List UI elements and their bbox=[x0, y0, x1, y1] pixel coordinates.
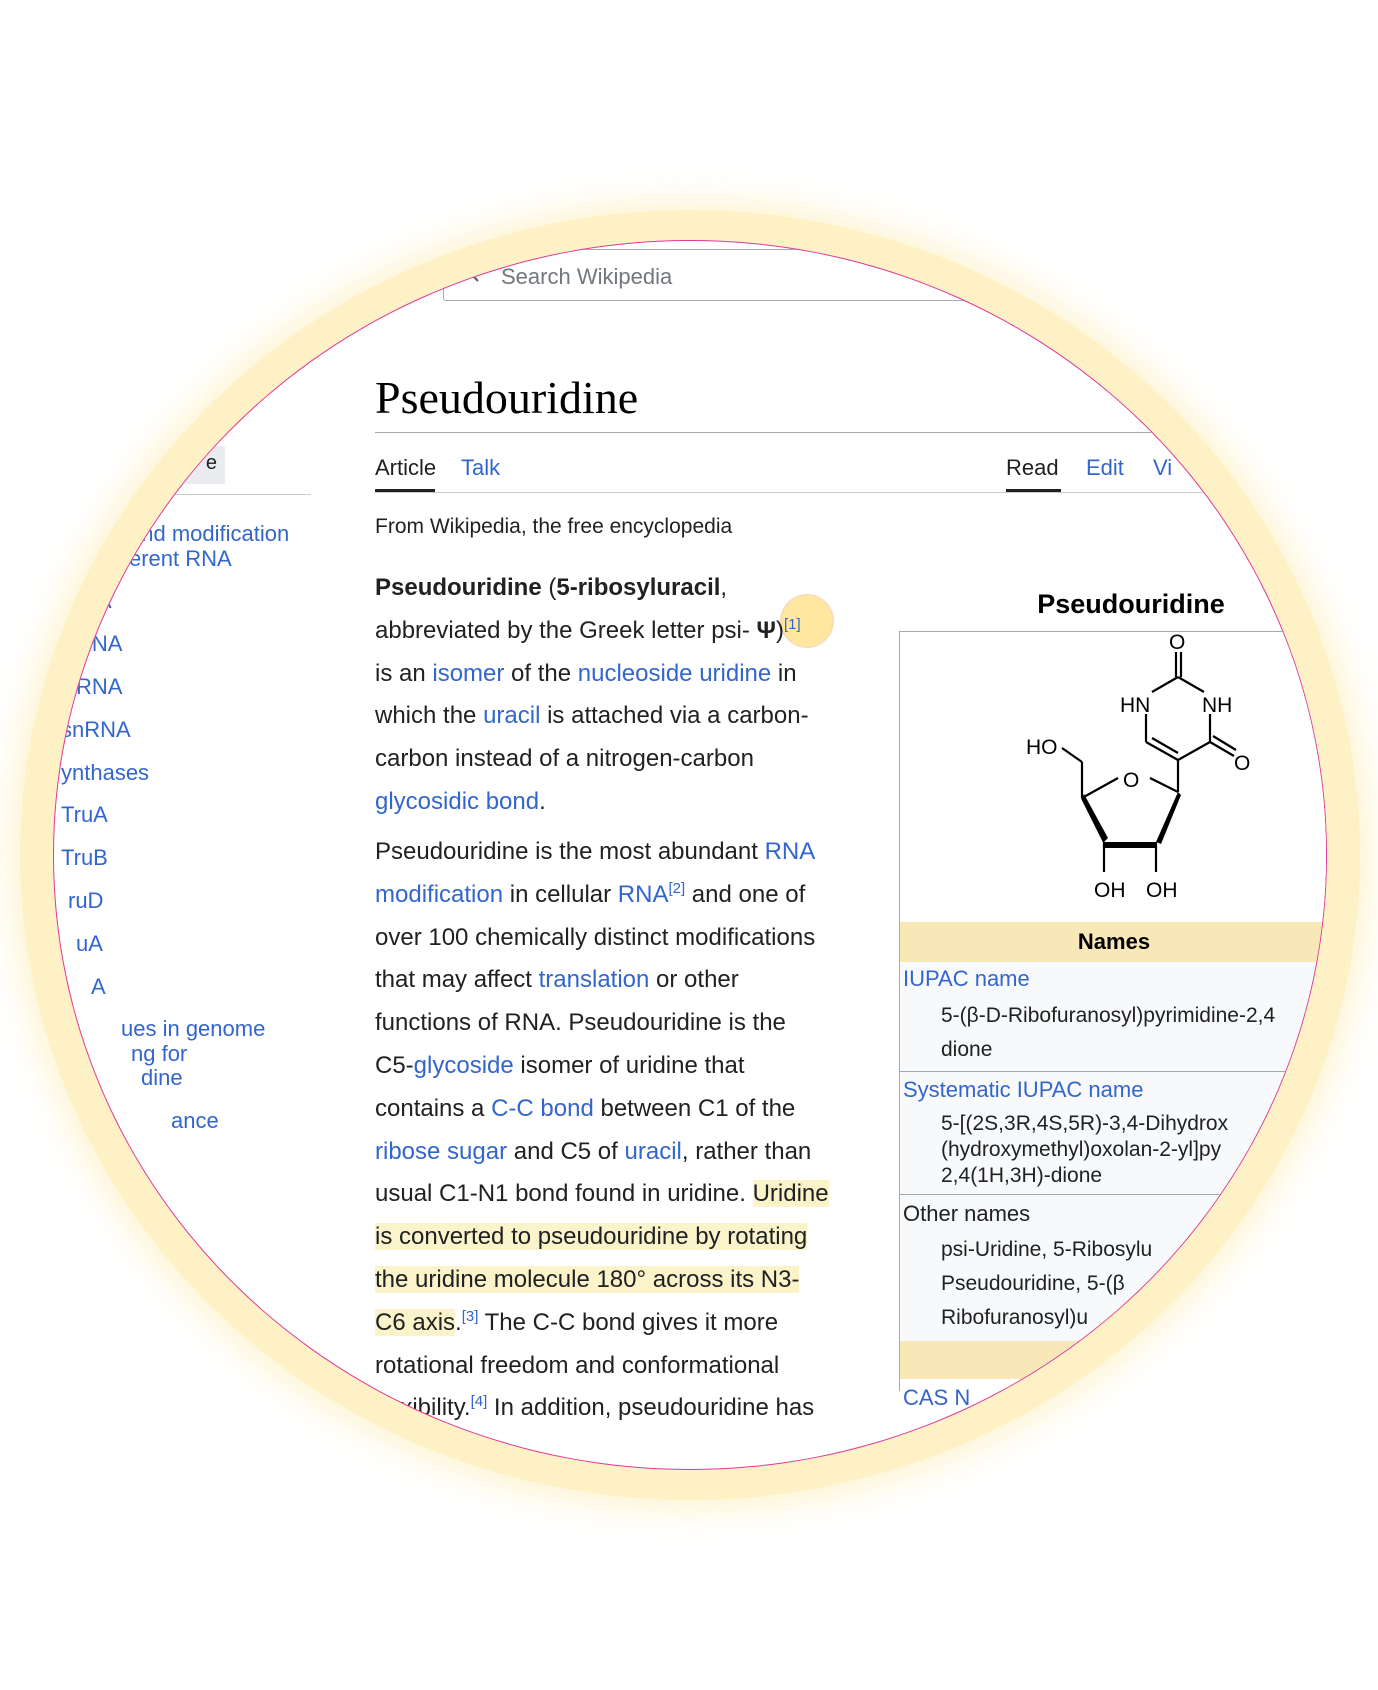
tab-talk[interactable]: Talk bbox=[461, 455, 501, 480]
toc-item[interactable]: ruD bbox=[68, 888, 104, 913]
highlighted-text: the uridine molecule 180° across its N3- bbox=[375, 1265, 800, 1293]
text-run: The C-C bond gives it more bbox=[478, 1308, 779, 1336]
text-run: in cellular bbox=[503, 880, 618, 908]
citation bbox=[668, 880, 685, 897]
inline-link[interactable]: ribose sugar bbox=[375, 1137, 508, 1165]
inline-link[interactable]: uracil bbox=[624, 1137, 682, 1165]
svg-text:HN: HN bbox=[1120, 694, 1151, 717]
search-placeholder: Search Wikipedia bbox=[501, 264, 673, 289]
paragraph-line bbox=[375, 1088, 875, 1131]
toc-item[interactable]: NA bbox=[81, 588, 112, 613]
text-run: isomer of uridine that bbox=[513, 1051, 745, 1079]
paragraph-line bbox=[375, 1002, 875, 1045]
text-run: flexibility. bbox=[375, 1394, 471, 1422]
citation-link[interactable]: [1] bbox=[783, 615, 801, 633]
search-icon bbox=[460, 263, 480, 283]
toc-hide-button[interactable]: e bbox=[129, 446, 225, 484]
systematic-iupac-name-link[interactable]: Systematic IUPAC name bbox=[903, 1077, 1144, 1102]
systematic-iupac-name-value: 5-[(2S,3R,4S,5R)-3,4-Dihydrox (hydroxymethyl)oxolan-2-yl]py 2,4(1H,3H)-dione bbox=[941, 1112, 1229, 1187]
paragraph-line bbox=[375, 1216, 875, 1259]
inline-link[interactable]: translation bbox=[538, 966, 650, 994]
tab-read[interactable]: Read bbox=[1006, 455, 1059, 480]
text-run: contains a bbox=[375, 1094, 492, 1122]
search-input[interactable] bbox=[443, 249, 1203, 301]
text-run: , rather than bbox=[681, 1137, 812, 1165]
toc-item[interactable]: ynthases bbox=[61, 760, 150, 785]
body-paragraph bbox=[375, 831, 875, 1430]
highlighted-text: is converted to pseudouridine by rotating bbox=[375, 1223, 808, 1251]
paragraph-line bbox=[375, 959, 875, 1002]
toc-item[interactable]: dine bbox=[141, 1065, 183, 1090]
text-run: and one of bbox=[685, 880, 806, 908]
text-run: C5- bbox=[375, 1051, 414, 1079]
text-run: and C5 of bbox=[507, 1137, 625, 1165]
toc-item[interactable]: A bbox=[91, 974, 106, 999]
svg-text:OH: OH bbox=[1146, 879, 1178, 902]
tab-edit[interactable]: Edit bbox=[1086, 455, 1124, 480]
svg-text:NH: NH bbox=[1202, 694, 1233, 717]
toc-item[interactable]: ues in genome bbox=[121, 1016, 266, 1041]
toc-item[interactable]: snRNA bbox=[61, 717, 131, 742]
svg-text:O: O bbox=[1234, 752, 1251, 775]
text-run: functions of RNA. Pseudouridine is the bbox=[375, 1009, 786, 1037]
inline-link[interactable]: C-C bond bbox=[491, 1094, 594, 1122]
paragraph-line bbox=[375, 874, 875, 917]
toc-divider bbox=[61, 494, 311, 495]
paragraph-line bbox=[375, 1302, 875, 1345]
toc-item[interactable]: ance bbox=[171, 1108, 219, 1133]
text-run: between C1 of the bbox=[593, 1094, 796, 1122]
infobox-title: Pseudouridine bbox=[1037, 589, 1225, 619]
highlighted-text: C6 axis bbox=[375, 1308, 456, 1336]
citation-link[interactable]: [3] bbox=[461, 1307, 479, 1325]
toc-item[interactable]: RNA bbox=[76, 631, 123, 656]
tab-view-history[interactable]: Vi bbox=[1153, 455, 1173, 480]
tagline: From Wikipedia, the free encyclopedia bbox=[375, 515, 733, 538]
toc-item[interactable]: TruB bbox=[61, 845, 108, 870]
structure-image bbox=[900, 632, 1327, 922]
other-names-label: Other names bbox=[903, 1201, 1031, 1226]
text-run: that may affect bbox=[375, 966, 539, 994]
text-run: Pseudouridine is the most abundant bbox=[375, 838, 765, 865]
citation-link[interactable]: [4] bbox=[470, 1393, 488, 1411]
text-run: or other bbox=[649, 966, 739, 994]
inline-link[interactable]: modification bbox=[375, 880, 504, 908]
inline-link[interactable]: glycoside bbox=[413, 1051, 514, 1079]
paragraph-line bbox=[375, 1387, 875, 1430]
infobox-names-header: Names bbox=[900, 922, 1327, 962]
paragraph-line bbox=[375, 1345, 875, 1388]
link-uracil[interactable]: uracil bbox=[483, 702, 541, 730]
paragraph-line bbox=[375, 1131, 875, 1174]
paragraph-line bbox=[375, 917, 875, 960]
citation-link[interactable]: [2] bbox=[668, 879, 686, 897]
text-run: In addition, pseudouridine has bbox=[487, 1394, 815, 1422]
toc-item[interactable]: uA bbox=[76, 931, 103, 956]
tabs-divider bbox=[375, 492, 1275, 493]
iupac-name-value: 5-(β-D-Ribofuranosyl)pyrimidine-2,4 dione bbox=[941, 1004, 1276, 1061]
paragraph-line bbox=[375, 1173, 875, 1216]
intro-paragraph: Pseudouridine (5-ribosyluracil, abbreviated by the Greek letter psi- Ψ)[1] is an isomer of the nucleoside uridine in which the uracil is attached via a carbon- carbon instead of a nitrogen-carbon glycosidic bond. bbox=[375, 574, 809, 815]
infobox-divider bbox=[900, 1194, 1327, 1195]
text-run: . bbox=[455, 1308, 462, 1336]
text-run: over 100 chemically distinct modifications bbox=[375, 923, 816, 951]
toc-item[interactable]: erent RNA bbox=[129, 546, 232, 571]
other-names-value: psi-Uridine, 5-Ribosylu Pseudouridine, 5-(β Ribofuranosyl)u bbox=[941, 1238, 1153, 1329]
inline-link[interactable]: RNA bbox=[764, 838, 816, 865]
iupac-name-link[interactable]: IUPAC name bbox=[903, 966, 1030, 991]
text-run: rotational freedom and conformational bbox=[375, 1351, 780, 1379]
paragraph-line bbox=[375, 1045, 875, 1088]
toc-item[interactable]: and modification bbox=[129, 521, 290, 546]
toc-item[interactable]: TruA bbox=[61, 802, 108, 827]
tab-article[interactable]: Article bbox=[375, 455, 437, 480]
link-isomer[interactable]: isomer bbox=[432, 659, 505, 687]
svg-text:O: O bbox=[1169, 632, 1186, 654]
citation bbox=[471, 1393, 488, 1410]
title-divider bbox=[375, 432, 1275, 433]
infobox-identifiers-header bbox=[900, 1341, 1327, 1379]
svg-text:O: O bbox=[1123, 769, 1140, 792]
inline-link[interactable]: RNA bbox=[617, 880, 669, 908]
page-title: Pseudouridine bbox=[375, 372, 639, 423]
svg-text:HO: HO bbox=[1026, 736, 1058, 759]
cas-number-link[interactable]: CAS N bbox=[903, 1385, 971, 1410]
toc-item[interactable]: RNA bbox=[76, 674, 123, 699]
citation bbox=[462, 1308, 479, 1325]
highlighted-text: Uridine bbox=[752, 1180, 829, 1208]
text-run: usual C1-N1 bond found in uridine. bbox=[375, 1180, 753, 1208]
svg-text:OH: OH bbox=[1094, 879, 1126, 902]
paragraph-line bbox=[375, 1259, 875, 1302]
pseudouridine-structure bbox=[900, 632, 1327, 922]
link-glycosidic-bond[interactable]: glycosidic bond bbox=[375, 787, 540, 815]
link-nucleoside[interactable]: nucleoside bbox=[577, 659, 693, 687]
link-uridine[interactable]: uridine bbox=[699, 659, 772, 687]
paragraph-line bbox=[375, 831, 875, 874]
infobox-divider bbox=[900, 1071, 1327, 1072]
toc-item[interactable]: ng for bbox=[131, 1041, 188, 1066]
magnifier-lens bbox=[53, 240, 1327, 1470]
